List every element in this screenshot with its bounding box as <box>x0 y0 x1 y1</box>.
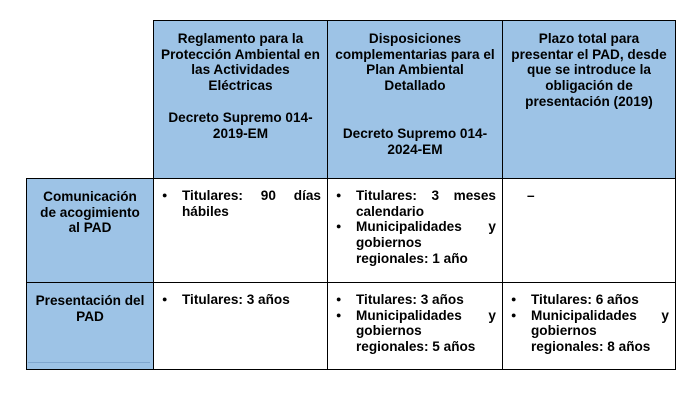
empty-dash: – <box>527 188 535 203</box>
cell-presentacion-disposiciones <box>328 283 503 370</box>
list-item: ● Titulares: 3 años <box>332 292 496 308</box>
cell-comunicacion-disposiciones <box>328 179 503 283</box>
row-label-presentacion: Presentación del PAD <box>27 283 154 370</box>
header-col-reglamento-title: Reglamento para la Protección Ambiental en las Actividades Eléctricas <box>161 31 320 94</box>
comparison-table <box>26 20 676 370</box>
list-item: ● Municipalidades y gobiernos regionales: 1 año <box>332 219 496 266</box>
cell-comunicacion-reglamento <box>154 179 328 283</box>
header-col-disposiciones-title: Disposiciones complementarias para el Plan Ambiental Detallado <box>335 31 495 94</box>
list-item: ● Titulares: 6 años <box>507 292 669 308</box>
table-row <box>27 283 676 370</box>
header-col-disposiciones-decree: Decreto Supremo 014-2024-EM <box>342 125 488 157</box>
cell-presentacion-reglamento <box>154 283 328 370</box>
row-separator-line <box>28 362 150 363</box>
cell-comunicacion-plazo <box>503 179 676 283</box>
list-item: ● Titulares: 90 días hábiles <box>158 188 321 219</box>
row-label-comunicacion: Comunicación de acogimiento al PAD <box>27 179 154 283</box>
header-row <box>27 21 676 179</box>
header-col-disposiciones <box>328 21 503 179</box>
header-col-reglamento-decree: Decreto Supremo 014-2019-EM <box>168 109 313 141</box>
header-col-plazo <box>503 21 676 179</box>
header-col-reglamento <box>154 21 328 179</box>
list-item: ● Titulares: 3 años <box>158 292 321 308</box>
cell-presentacion-plazo <box>503 283 676 370</box>
corner-cell <box>27 21 154 179</box>
list-item: ● Titulares: 3 meses calendario <box>332 188 496 219</box>
table-row <box>27 179 676 283</box>
header-col-plazo-title: Plazo total para presentar el PAD, desde que se introduce la obligación de presentación (2019) <box>511 31 667 109</box>
list-item: ● Municipalidades y gobiernos regionales: 5 años <box>332 308 496 355</box>
list-item: ● Municipalidades y gobiernos regionales: 8 años <box>507 308 669 355</box>
